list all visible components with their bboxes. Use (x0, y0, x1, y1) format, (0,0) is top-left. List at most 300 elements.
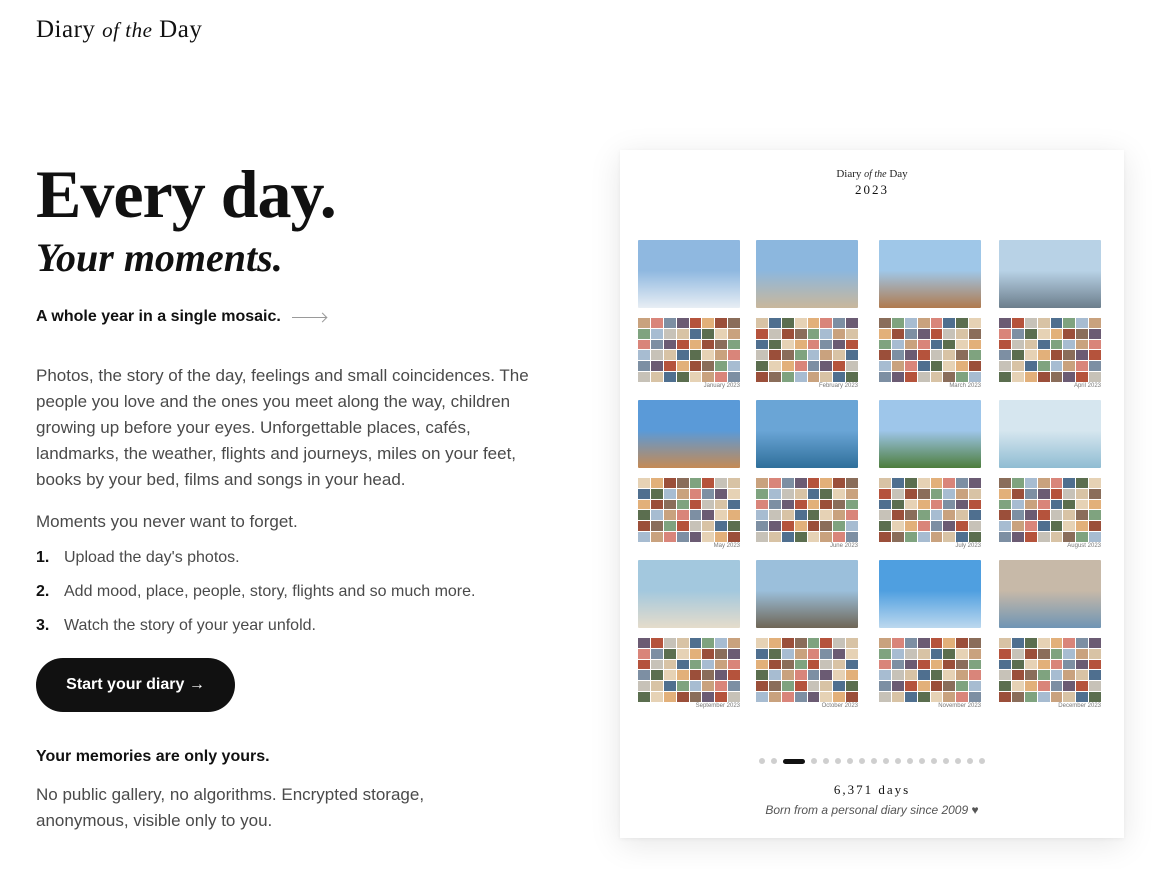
day-thumbnail (1051, 660, 1063, 670)
day-thumbnail (702, 660, 714, 670)
month-label: March 2023 (949, 383, 981, 389)
day-thumbnail (1089, 329, 1101, 339)
preview-logo-italic: of the (864, 169, 887, 180)
day-thumbnail (969, 510, 981, 520)
month-label: October 2023 (821, 703, 858, 709)
day-thumbnail (931, 510, 943, 520)
day-thumbnail (879, 681, 891, 691)
day-thumbnail (999, 670, 1011, 680)
day-thumbnail (1012, 532, 1024, 542)
day-thumbnail (677, 510, 689, 520)
day-thumbnail (1076, 489, 1088, 499)
day-thumbnail (702, 510, 714, 520)
privacy-text: No public gallery, no algorithms. Encrypted storage, anonymous, visible only to you. (36, 785, 425, 830)
day-thumbnail (1089, 681, 1101, 691)
month-cover-photo (999, 560, 1101, 628)
day-thumbnail (795, 329, 807, 339)
carousel-dot[interactable] (811, 758, 817, 764)
day-thumbnail (728, 329, 740, 339)
day-thumbnail (756, 521, 768, 531)
day-thumbnail (956, 329, 968, 339)
day-thumbnail (702, 521, 714, 531)
day-thumbnail (715, 532, 727, 542)
day-thumbnail (999, 478, 1011, 488)
day-thumbnail (782, 638, 794, 648)
day-thumbnail (808, 670, 820, 680)
day-thumbnail (690, 489, 702, 499)
day-thumbnail (728, 692, 740, 702)
day-thumbnail (943, 318, 955, 328)
day-thumbnail (1025, 638, 1037, 648)
day-thumbnail (931, 489, 943, 499)
day-thumbnail (782, 500, 794, 510)
carousel-dot[interactable] (907, 758, 913, 764)
day-thumbnail (651, 372, 663, 382)
day-thumbnail (651, 329, 663, 339)
day-thumbnail (846, 372, 858, 382)
day-thumbnail (1051, 510, 1063, 520)
day-thumbnail (1038, 318, 1050, 328)
day-thumbnail (833, 649, 845, 659)
day-thumbnail (1012, 681, 1024, 691)
day-thumbnail (943, 489, 955, 499)
day-thumbnail (769, 329, 781, 339)
day-thumbnail (664, 532, 676, 542)
carousel-dot[interactable] (759, 758, 765, 764)
day-thumbnail (918, 681, 930, 691)
day-thumbnail (1038, 649, 1050, 659)
day-thumbnail (1063, 489, 1075, 499)
day-thumbnail (879, 521, 891, 531)
day-thumbnail (1038, 638, 1050, 648)
day-thumbnail (1025, 340, 1037, 350)
day-thumbnail (820, 500, 832, 510)
day-thumbnail (969, 350, 981, 360)
day-thumbnail (728, 670, 740, 680)
day-thumbnail (1089, 372, 1101, 382)
day-thumbnail (715, 692, 727, 702)
day-thumbnail (664, 670, 676, 680)
steps-list (36, 548, 556, 636)
day-thumbnail (690, 510, 702, 520)
day-thumbnail (846, 361, 858, 371)
carousel-dot[interactable] (967, 758, 973, 764)
day-thumbnail (969, 660, 981, 670)
day-thumbnail (690, 478, 702, 488)
month-tile (999, 560, 1101, 711)
carousel-dot[interactable] (919, 758, 925, 764)
day-thumbnail (638, 660, 650, 670)
month-day-thumbnails (638, 638, 740, 702)
day-thumbnail (808, 489, 820, 499)
carousel-dot[interactable] (835, 758, 841, 764)
day-thumbnail (969, 649, 981, 659)
day-thumbnail (769, 692, 781, 702)
day-thumbnail (651, 478, 663, 488)
day-thumbnail (769, 361, 781, 371)
carousel-dot[interactable] (943, 758, 949, 764)
month-cover-photo (879, 560, 981, 628)
day-thumbnail (943, 521, 955, 531)
day-thumbnail (956, 372, 968, 382)
day-thumbnail (931, 500, 943, 510)
day-thumbnail (833, 692, 845, 702)
carousel-dot[interactable] (823, 758, 829, 764)
day-thumbnail (956, 478, 968, 488)
day-thumbnail (756, 478, 768, 488)
day-thumbnail (1038, 670, 1050, 680)
month-tile (638, 560, 740, 711)
day-thumbnail (1089, 670, 1101, 680)
day-thumbnail (728, 510, 740, 520)
day-thumbnail (638, 670, 650, 680)
day-thumbnail (664, 692, 676, 702)
day-thumbnail (1076, 340, 1088, 350)
day-thumbnail (677, 340, 689, 350)
day-thumbnail (846, 521, 858, 531)
day-thumbnail (702, 692, 714, 702)
day-thumbnail (846, 340, 858, 350)
day-thumbnail (1063, 361, 1075, 371)
day-thumbnail (690, 361, 702, 371)
day-thumbnail (651, 649, 663, 659)
day-thumbnail (1038, 361, 1050, 371)
day-thumbnail (846, 638, 858, 648)
logo-suffix: Day (159, 16, 203, 43)
day-thumbnail (1089, 521, 1101, 531)
carousel-dot[interactable] (883, 758, 889, 764)
day-thumbnail (918, 660, 930, 670)
day-thumbnail (999, 372, 1011, 382)
day-thumbnail (715, 340, 727, 350)
day-thumbnail (638, 361, 650, 371)
day-thumbnail (728, 660, 740, 670)
day-thumbnail (1012, 318, 1024, 328)
day-thumbnail (879, 329, 891, 339)
day-thumbnail (1089, 660, 1101, 670)
day-thumbnail (999, 638, 1011, 648)
day-thumbnail (1063, 510, 1075, 520)
day-thumbnail (956, 350, 968, 360)
day-thumbnail (638, 638, 650, 648)
day-thumbnail (943, 340, 955, 350)
day-thumbnail (969, 670, 981, 680)
day-thumbnail (999, 681, 1011, 691)
carousel-dot[interactable] (771, 758, 777, 764)
day-thumbnail (1076, 649, 1088, 659)
day-thumbnail (1051, 329, 1063, 339)
month-cover-photo (999, 400, 1101, 468)
day-thumbnail (931, 681, 943, 691)
day-thumbnail (879, 478, 891, 488)
day-thumbnail (1025, 510, 1037, 520)
day-thumbnail (769, 532, 781, 542)
day-thumbnail (969, 478, 981, 488)
day-thumbnail (795, 692, 807, 702)
day-thumbnail (715, 638, 727, 648)
day-thumbnail (664, 350, 676, 360)
day-thumbnail (795, 660, 807, 670)
day-thumbnail (638, 318, 650, 328)
day-thumbnail (1076, 638, 1088, 648)
day-thumbnail (999, 660, 1011, 670)
month-tile (999, 240, 1101, 391)
day-thumbnail (820, 532, 832, 542)
day-thumbnail (1051, 361, 1063, 371)
day-thumbnail (702, 372, 714, 382)
day-thumbnail (833, 521, 845, 531)
day-thumbnail (999, 340, 1011, 350)
day-thumbnail (943, 478, 955, 488)
day-thumbnail (1063, 521, 1075, 531)
day-thumbnail (1051, 692, 1063, 702)
day-thumbnail (1012, 660, 1024, 670)
day-thumbnail (690, 521, 702, 531)
day-thumbnail (905, 340, 917, 350)
day-thumbnail (943, 500, 955, 510)
day-thumbnail (846, 692, 858, 702)
day-thumbnail (1012, 361, 1024, 371)
day-thumbnail (782, 478, 794, 488)
day-thumbnail (1025, 532, 1037, 542)
carousel-dot[interactable] (847, 758, 853, 764)
day-thumbnail (931, 478, 943, 488)
day-thumbnail (999, 500, 1011, 510)
day-thumbnail (1076, 329, 1088, 339)
day-thumbnail (715, 361, 727, 371)
day-thumbnail (956, 638, 968, 648)
day-thumbnail (1063, 638, 1075, 648)
day-thumbnail (879, 649, 891, 659)
day-thumbnail (677, 521, 689, 531)
day-thumbnail (1063, 500, 1075, 510)
day-thumbnail (892, 350, 904, 360)
day-thumbnail (808, 510, 820, 520)
day-thumbnail (677, 478, 689, 488)
carousel-dot[interactable] (871, 758, 877, 764)
day-thumbnail (638, 329, 650, 339)
day-thumbnail (769, 500, 781, 510)
day-thumbnail (879, 692, 891, 702)
day-thumbnail (892, 329, 904, 339)
day-thumbnail (820, 372, 832, 382)
site-logo[interactable] (36, 16, 202, 44)
day-thumbnail (1063, 692, 1075, 702)
day-thumbnail (702, 318, 714, 328)
day-thumbnail (892, 532, 904, 542)
carousel-dot[interactable] (895, 758, 901, 764)
day-thumbnail (943, 692, 955, 702)
day-thumbnail (769, 489, 781, 499)
carousel-dots (620, 758, 1124, 764)
day-thumbnail (943, 649, 955, 659)
day-thumbnail (931, 532, 943, 542)
day-thumbnail (1051, 521, 1063, 531)
day-thumbnail (1051, 670, 1063, 680)
day-thumbnail (690, 532, 702, 542)
carousel-dot[interactable] (931, 758, 937, 764)
day-thumbnail (782, 318, 794, 328)
day-thumbnail (1089, 361, 1101, 371)
day-thumbnail (664, 361, 676, 371)
day-thumbnail (664, 489, 676, 499)
carousel-dot[interactable] (859, 758, 865, 764)
day-thumbnail (677, 361, 689, 371)
day-thumbnail (1025, 329, 1037, 339)
day-thumbnail (905, 372, 917, 382)
day-thumbnail (833, 532, 845, 542)
day-thumbnail (715, 521, 727, 531)
day-thumbnail (1051, 489, 1063, 499)
start-diary-button[interactable]: Start your diary → (36, 658, 235, 712)
day-thumbnail (1012, 510, 1024, 520)
day-thumbnail (715, 670, 727, 680)
day-thumbnail (1063, 329, 1075, 339)
day-thumbnail (651, 350, 663, 360)
day-thumbnail (931, 649, 943, 659)
day-thumbnail (1025, 670, 1037, 680)
day-thumbnail (1012, 372, 1024, 382)
day-thumbnail (795, 500, 807, 510)
day-thumbnail (690, 350, 702, 360)
day-thumbnail (702, 638, 714, 648)
day-thumbnail (956, 532, 968, 542)
step-text: Add mood, place, people, story, flights and so much more. (64, 583, 476, 600)
day-thumbnail (677, 532, 689, 542)
day-thumbnail (1012, 489, 1024, 499)
carousel-dot[interactable] (955, 758, 961, 764)
day-thumbnail (918, 350, 930, 360)
day-thumbnail (918, 649, 930, 659)
day-thumbnail (756, 361, 768, 371)
day-thumbnail (956, 521, 968, 531)
day-thumbnail (715, 649, 727, 659)
day-thumbnail (1051, 532, 1063, 542)
day-thumbnail (905, 692, 917, 702)
day-thumbnail (969, 329, 981, 339)
month-label: June 2023 (829, 543, 858, 549)
day-thumbnail (905, 681, 917, 691)
day-thumbnail (969, 318, 981, 328)
day-thumbnail (715, 478, 727, 488)
day-thumbnail (795, 489, 807, 499)
day-thumbnail (931, 340, 943, 350)
day-thumbnail (795, 532, 807, 542)
year-mosaic-preview (620, 150, 1124, 838)
day-thumbnail (918, 521, 930, 531)
day-thumbnail (879, 372, 891, 382)
day-thumbnail (782, 681, 794, 691)
day-thumbnail (1038, 340, 1050, 350)
month-tile (756, 560, 858, 711)
day-thumbnail (1012, 638, 1024, 648)
day-thumbnail (833, 372, 845, 382)
day-thumbnail (702, 532, 714, 542)
day-thumbnail (1089, 638, 1101, 648)
day-thumbnail (1051, 372, 1063, 382)
month-day-thumbnails (879, 318, 981, 382)
day-thumbnail (1076, 532, 1088, 542)
day-thumbnail (833, 660, 845, 670)
day-thumbnail (1012, 649, 1024, 659)
day-thumbnail (918, 318, 930, 328)
day-thumbnail (956, 340, 968, 350)
day-thumbnail (1051, 350, 1063, 360)
hero-moments: Moments you never want to forget. (36, 512, 298, 531)
privacy-title: Your memories are only yours. (36, 748, 270, 765)
day-thumbnail (846, 329, 858, 339)
hero-title: Every day. (36, 156, 336, 232)
hero-section (36, 152, 556, 834)
day-thumbnail (808, 372, 820, 382)
day-thumbnail (1063, 670, 1075, 680)
day-thumbnail (664, 638, 676, 648)
month-cover-photo (638, 560, 740, 628)
day-thumbnail (999, 350, 1011, 360)
month-label: May 2023 (713, 543, 740, 549)
month-tile (879, 240, 981, 391)
day-thumbnail (943, 660, 955, 670)
day-thumbnail (820, 510, 832, 520)
day-thumbnail (905, 500, 917, 510)
carousel-dot-active[interactable] (783, 759, 805, 764)
day-thumbnail (638, 510, 650, 520)
day-thumbnail (1076, 670, 1088, 680)
day-thumbnail (638, 692, 650, 702)
day-thumbnail (1038, 329, 1050, 339)
month-day-thumbnails (879, 478, 981, 542)
day-thumbnail (638, 681, 650, 691)
day-thumbnail (1076, 660, 1088, 670)
day-thumbnail (918, 489, 930, 499)
day-thumbnail (756, 510, 768, 520)
day-thumbnail (690, 649, 702, 659)
day-thumbnail (820, 649, 832, 659)
day-thumbnail (664, 372, 676, 382)
day-thumbnail (808, 329, 820, 339)
day-thumbnail (808, 478, 820, 488)
day-thumbnail (918, 638, 930, 648)
day-thumbnail (905, 489, 917, 499)
day-thumbnail (702, 329, 714, 339)
day-thumbnail (846, 649, 858, 659)
day-thumbnail (846, 681, 858, 691)
day-thumbnail (782, 521, 794, 531)
day-thumbnail (664, 329, 676, 339)
preview-year: 2023 (855, 182, 889, 197)
month-cover-photo (638, 400, 740, 468)
day-thumbnail (879, 660, 891, 670)
day-thumbnail (1012, 350, 1024, 360)
carousel-dot[interactable] (979, 758, 985, 764)
month-cover-photo (999, 240, 1101, 308)
day-thumbnail (905, 521, 917, 531)
day-thumbnail (879, 638, 891, 648)
day-thumbnail (999, 318, 1011, 328)
day-thumbnail (808, 340, 820, 350)
day-thumbnail (808, 532, 820, 542)
day-thumbnail (956, 361, 968, 371)
step-item (36, 582, 556, 602)
day-thumbnail (651, 681, 663, 691)
day-thumbnail (833, 318, 845, 328)
day-thumbnail (782, 532, 794, 542)
day-thumbnail (892, 340, 904, 350)
day-thumbnail (999, 521, 1011, 531)
day-thumbnail (1076, 478, 1088, 488)
day-thumbnail (918, 478, 930, 488)
day-thumbnail (892, 638, 904, 648)
